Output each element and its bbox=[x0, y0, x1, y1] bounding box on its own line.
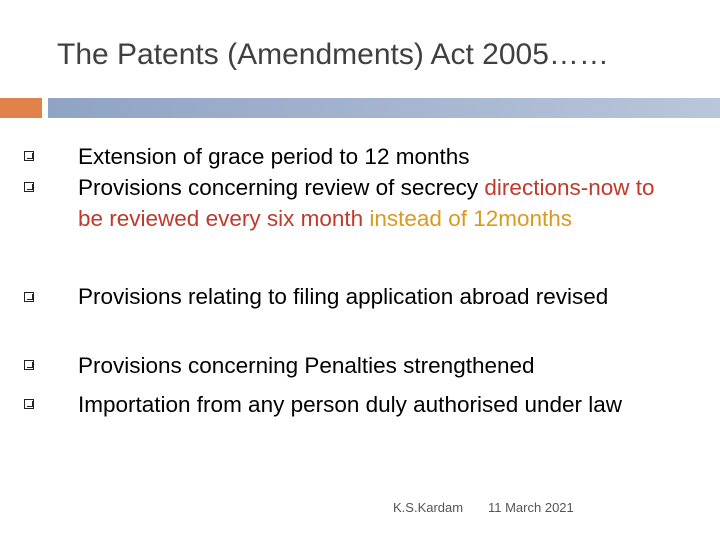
bullet-text-highlight-red: directions-now to be reviewed every six month bbox=[78, 175, 655, 231]
accent-bar-blue bbox=[48, 98, 720, 118]
footer-author: K.S.Kardam bbox=[393, 500, 464, 515]
footer-date: 11 March 2021 bbox=[488, 500, 574, 515]
bullet-item: Extension of grace period to 12 months bbox=[78, 144, 470, 169]
bullet-item: Provisions relating to filing application abroad revised bbox=[78, 284, 609, 309]
slide-title: The Patents (Amendments) Act 2005…… bbox=[57, 38, 609, 71]
bullet-item: Provisions concerning Penalties strengthened bbox=[78, 353, 535, 378]
bullet-marker-icon bbox=[24, 399, 34, 409]
bullet-marker-icon bbox=[24, 360, 34, 370]
bullet-marker-icon bbox=[24, 182, 34, 192]
bullet-text: Provisions concerning review of secrecy bbox=[78, 175, 485, 200]
bullet-marker-icon bbox=[24, 151, 34, 161]
bullet-item: Importation from any person duly authorised under law bbox=[78, 392, 623, 417]
accent-bar-orange bbox=[0, 98, 42, 118]
bullet-item bbox=[78, 173, 678, 234]
bullet-marker-icon bbox=[24, 292, 34, 302]
bullet-text-highlight-gold: instead of 12months bbox=[363, 205, 573, 231]
